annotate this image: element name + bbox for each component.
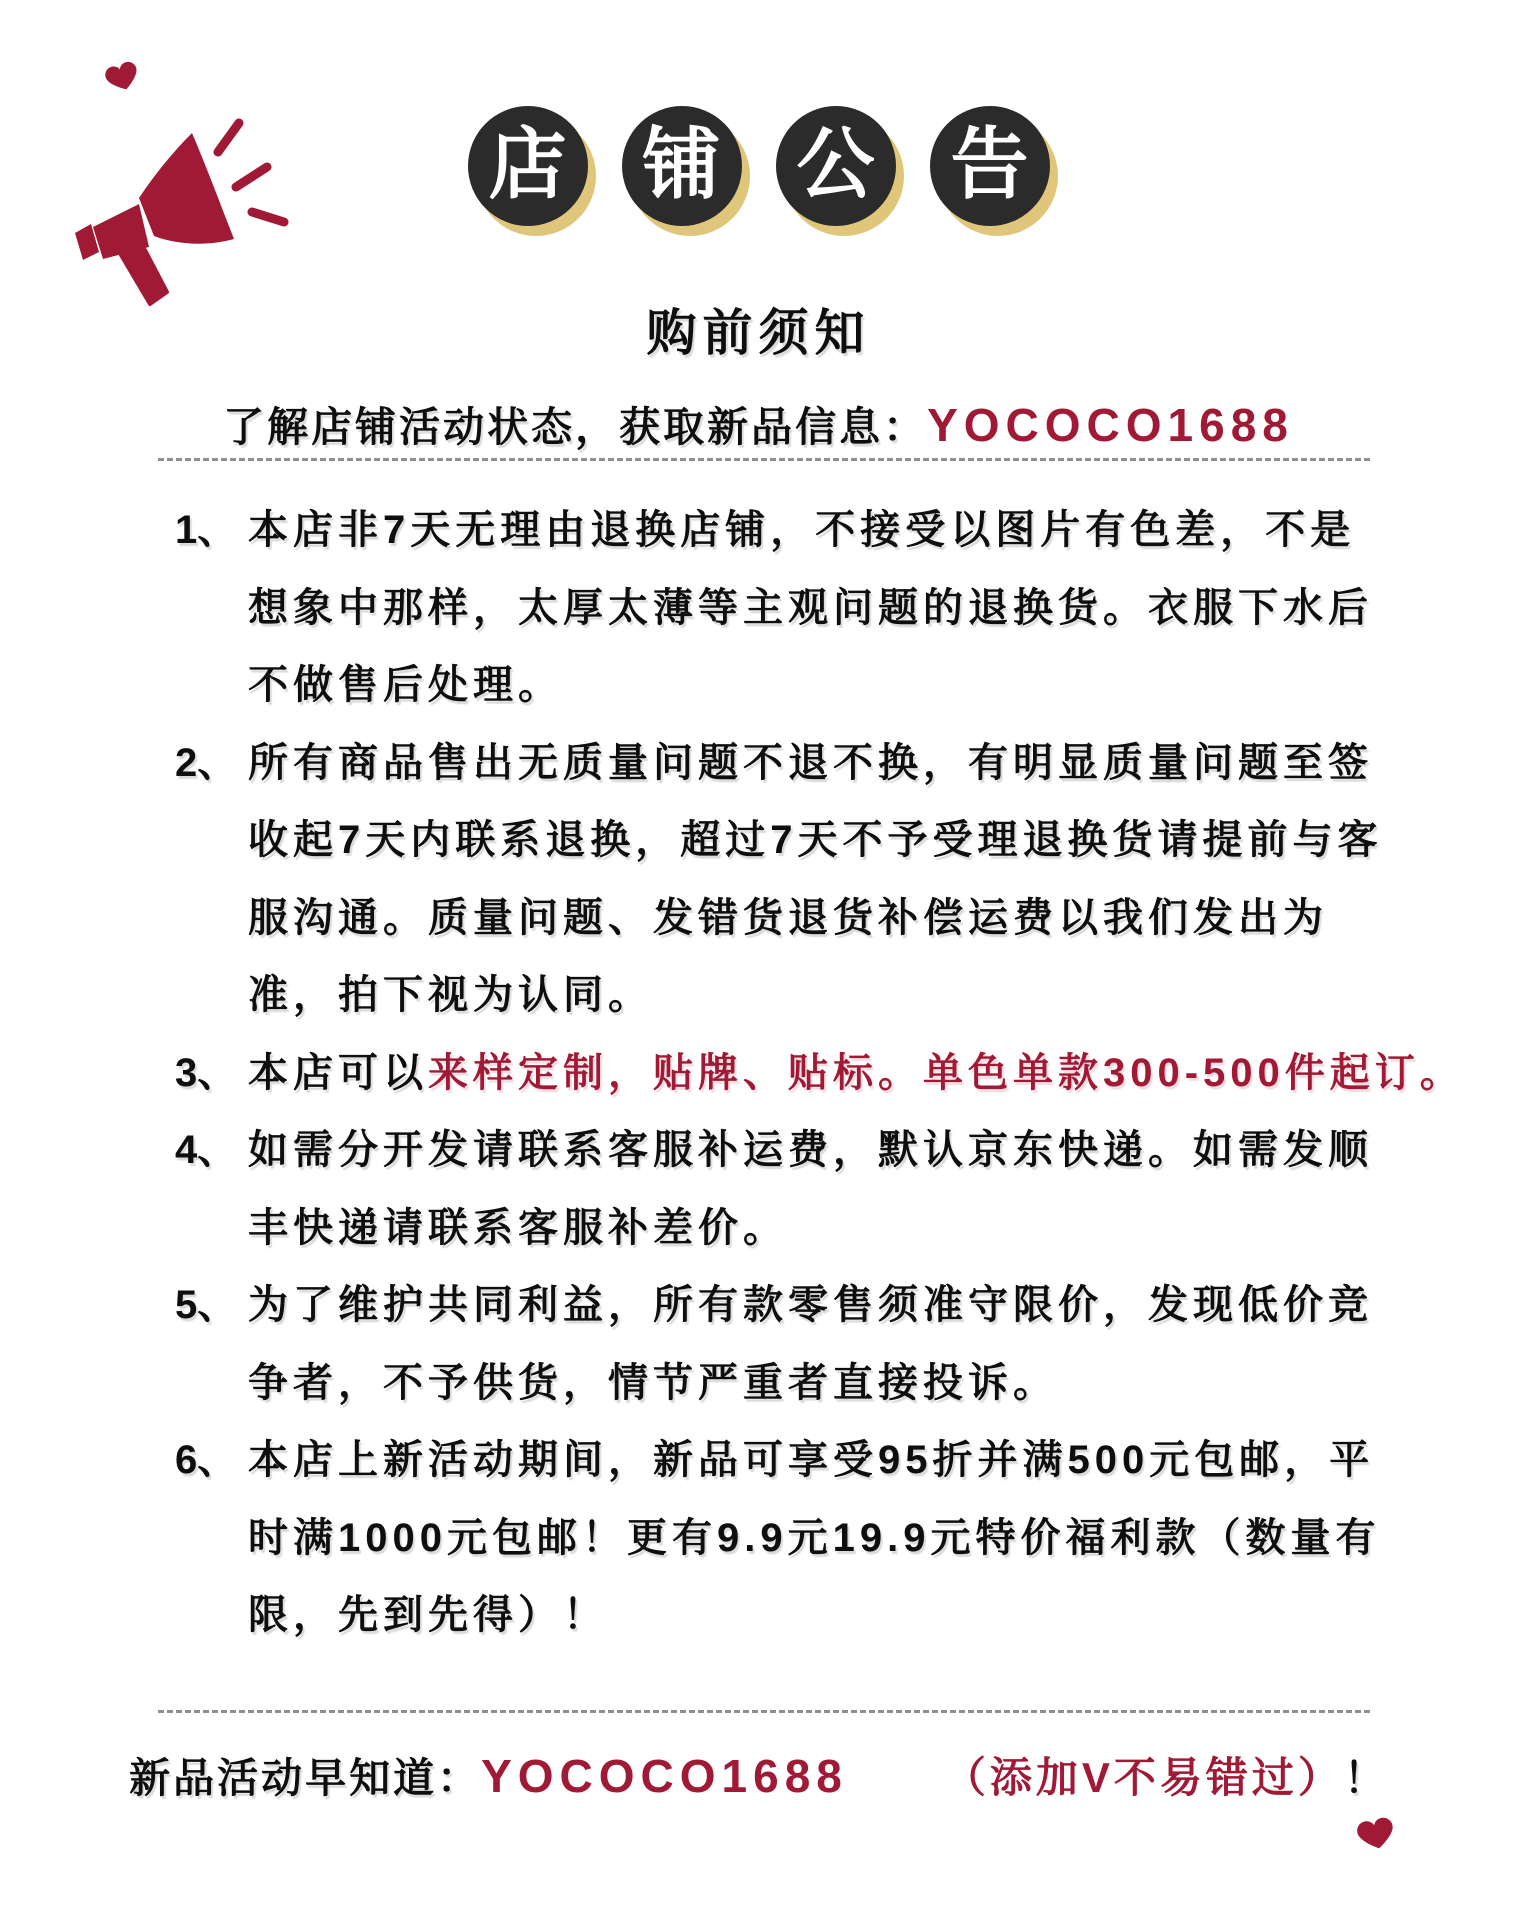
wechat-id: YOCOCO1688 xyxy=(927,399,1294,451)
notice-text: 丰快递请联系客服补差价。 xyxy=(248,1205,788,1250)
title-char: 店 xyxy=(488,120,567,208)
notice-item-number: 6、 xyxy=(175,1438,238,1482)
notice-text: 本店上新活动期间，新品可享受95折并满500元包邮，平 xyxy=(248,1438,1375,1482)
footer-note: （添加V不易错过） xyxy=(943,1754,1344,1801)
notice-line xyxy=(248,725,1435,803)
notice-line xyxy=(248,1422,1435,1500)
heart-icon xyxy=(103,60,141,95)
notice-text: 争者，不予供货，情节严重者直接投诉。 xyxy=(248,1360,1058,1405)
notice-text: 所有商品售出无质量问题不退不换，有明显质量问题至签 xyxy=(248,740,1373,785)
footer-line xyxy=(0,1745,1517,1805)
notice-text: 时满1000元包邮！更有9.9元19.9元特价福利款（数量有 xyxy=(248,1515,1381,1560)
notice-text: 限，先到先得）！ xyxy=(248,1593,608,1637)
notice-line xyxy=(248,570,1435,648)
notice-item xyxy=(175,1422,1435,1655)
notice-item-number: 2、 xyxy=(175,740,238,785)
notice-line xyxy=(248,1267,1435,1345)
notice-text: 为了维护共同利益，所有款零售须准守限价，发现低价竞 xyxy=(248,1283,1373,1327)
dotted-divider xyxy=(158,458,1370,461)
notice-line xyxy=(248,1577,1435,1655)
notice-text: 本店可以 xyxy=(248,1050,428,1095)
notice-item xyxy=(175,1035,1465,1113)
notice-line xyxy=(248,1345,1435,1423)
page-title xyxy=(0,106,1517,226)
info-prefix: 了解店铺活动状态，获取新品信息： xyxy=(223,404,928,450)
title-char: 公 xyxy=(796,120,875,208)
title-circle xyxy=(622,106,742,226)
subtitle: 购前须知 xyxy=(646,305,871,361)
notice-item xyxy=(175,492,1435,725)
notice-line xyxy=(248,1190,1435,1268)
notice-line xyxy=(248,647,1435,725)
notice-item xyxy=(175,1112,1435,1267)
footer-prefix: 新品活动早知道： xyxy=(129,1755,482,1801)
notice-item-number: 4、 xyxy=(175,1128,238,1172)
notice-line xyxy=(248,880,1435,958)
notice-item-number: 1、 xyxy=(175,508,238,552)
title-char: 铺 xyxy=(642,120,721,208)
dotted-divider xyxy=(158,1710,1370,1713)
notice-item xyxy=(175,725,1435,1035)
title-circle xyxy=(468,106,588,226)
title-circle xyxy=(776,106,896,226)
notice-text: 准，拍下视为认同。 xyxy=(248,973,653,1017)
heart-icon xyxy=(1355,1815,1397,1854)
notice-item-number: 5、 xyxy=(175,1283,238,1327)
wechat-id: YOCOCO1688 xyxy=(481,1750,848,1802)
notice-line xyxy=(248,1112,1435,1190)
title-circle xyxy=(930,106,1050,226)
notice-list xyxy=(175,492,1465,1655)
notice-text: 收起7天内联系退换，超过7天不予受理退换货请提前与客 xyxy=(248,818,1383,862)
notice-text: 服沟通。质量问题、发错货退货补偿运费以我们发出为 xyxy=(248,895,1328,940)
notice-item xyxy=(175,1267,1435,1422)
notice-text-highlight: 来样定制，贴牌、贴标。单色单款300-500件起订。 xyxy=(428,1050,1465,1095)
notice-line xyxy=(248,1500,1435,1578)
notice-item-number: 3、 xyxy=(175,1050,238,1095)
title-char: 告 xyxy=(950,120,1029,208)
notice-line xyxy=(248,957,1435,1035)
notice-text: 不做售后处理。 xyxy=(248,663,563,707)
notice-text: 本店非7天无理由退换店铺，不接受以图片有色差，不是 xyxy=(248,508,1356,552)
notice-line xyxy=(248,1035,1465,1113)
notice-line xyxy=(248,802,1435,880)
footer-suffix: ！ xyxy=(1343,1755,1388,1801)
notice-text: 想象中那样，太厚太薄等主观问题的退换货。衣服下水后 xyxy=(248,585,1373,630)
info-line xyxy=(0,394,1517,453)
notice-text: 如需分开发请联系客服补运费，默认京东快递。如需发顺 xyxy=(248,1128,1373,1172)
notice-line xyxy=(248,492,1435,570)
